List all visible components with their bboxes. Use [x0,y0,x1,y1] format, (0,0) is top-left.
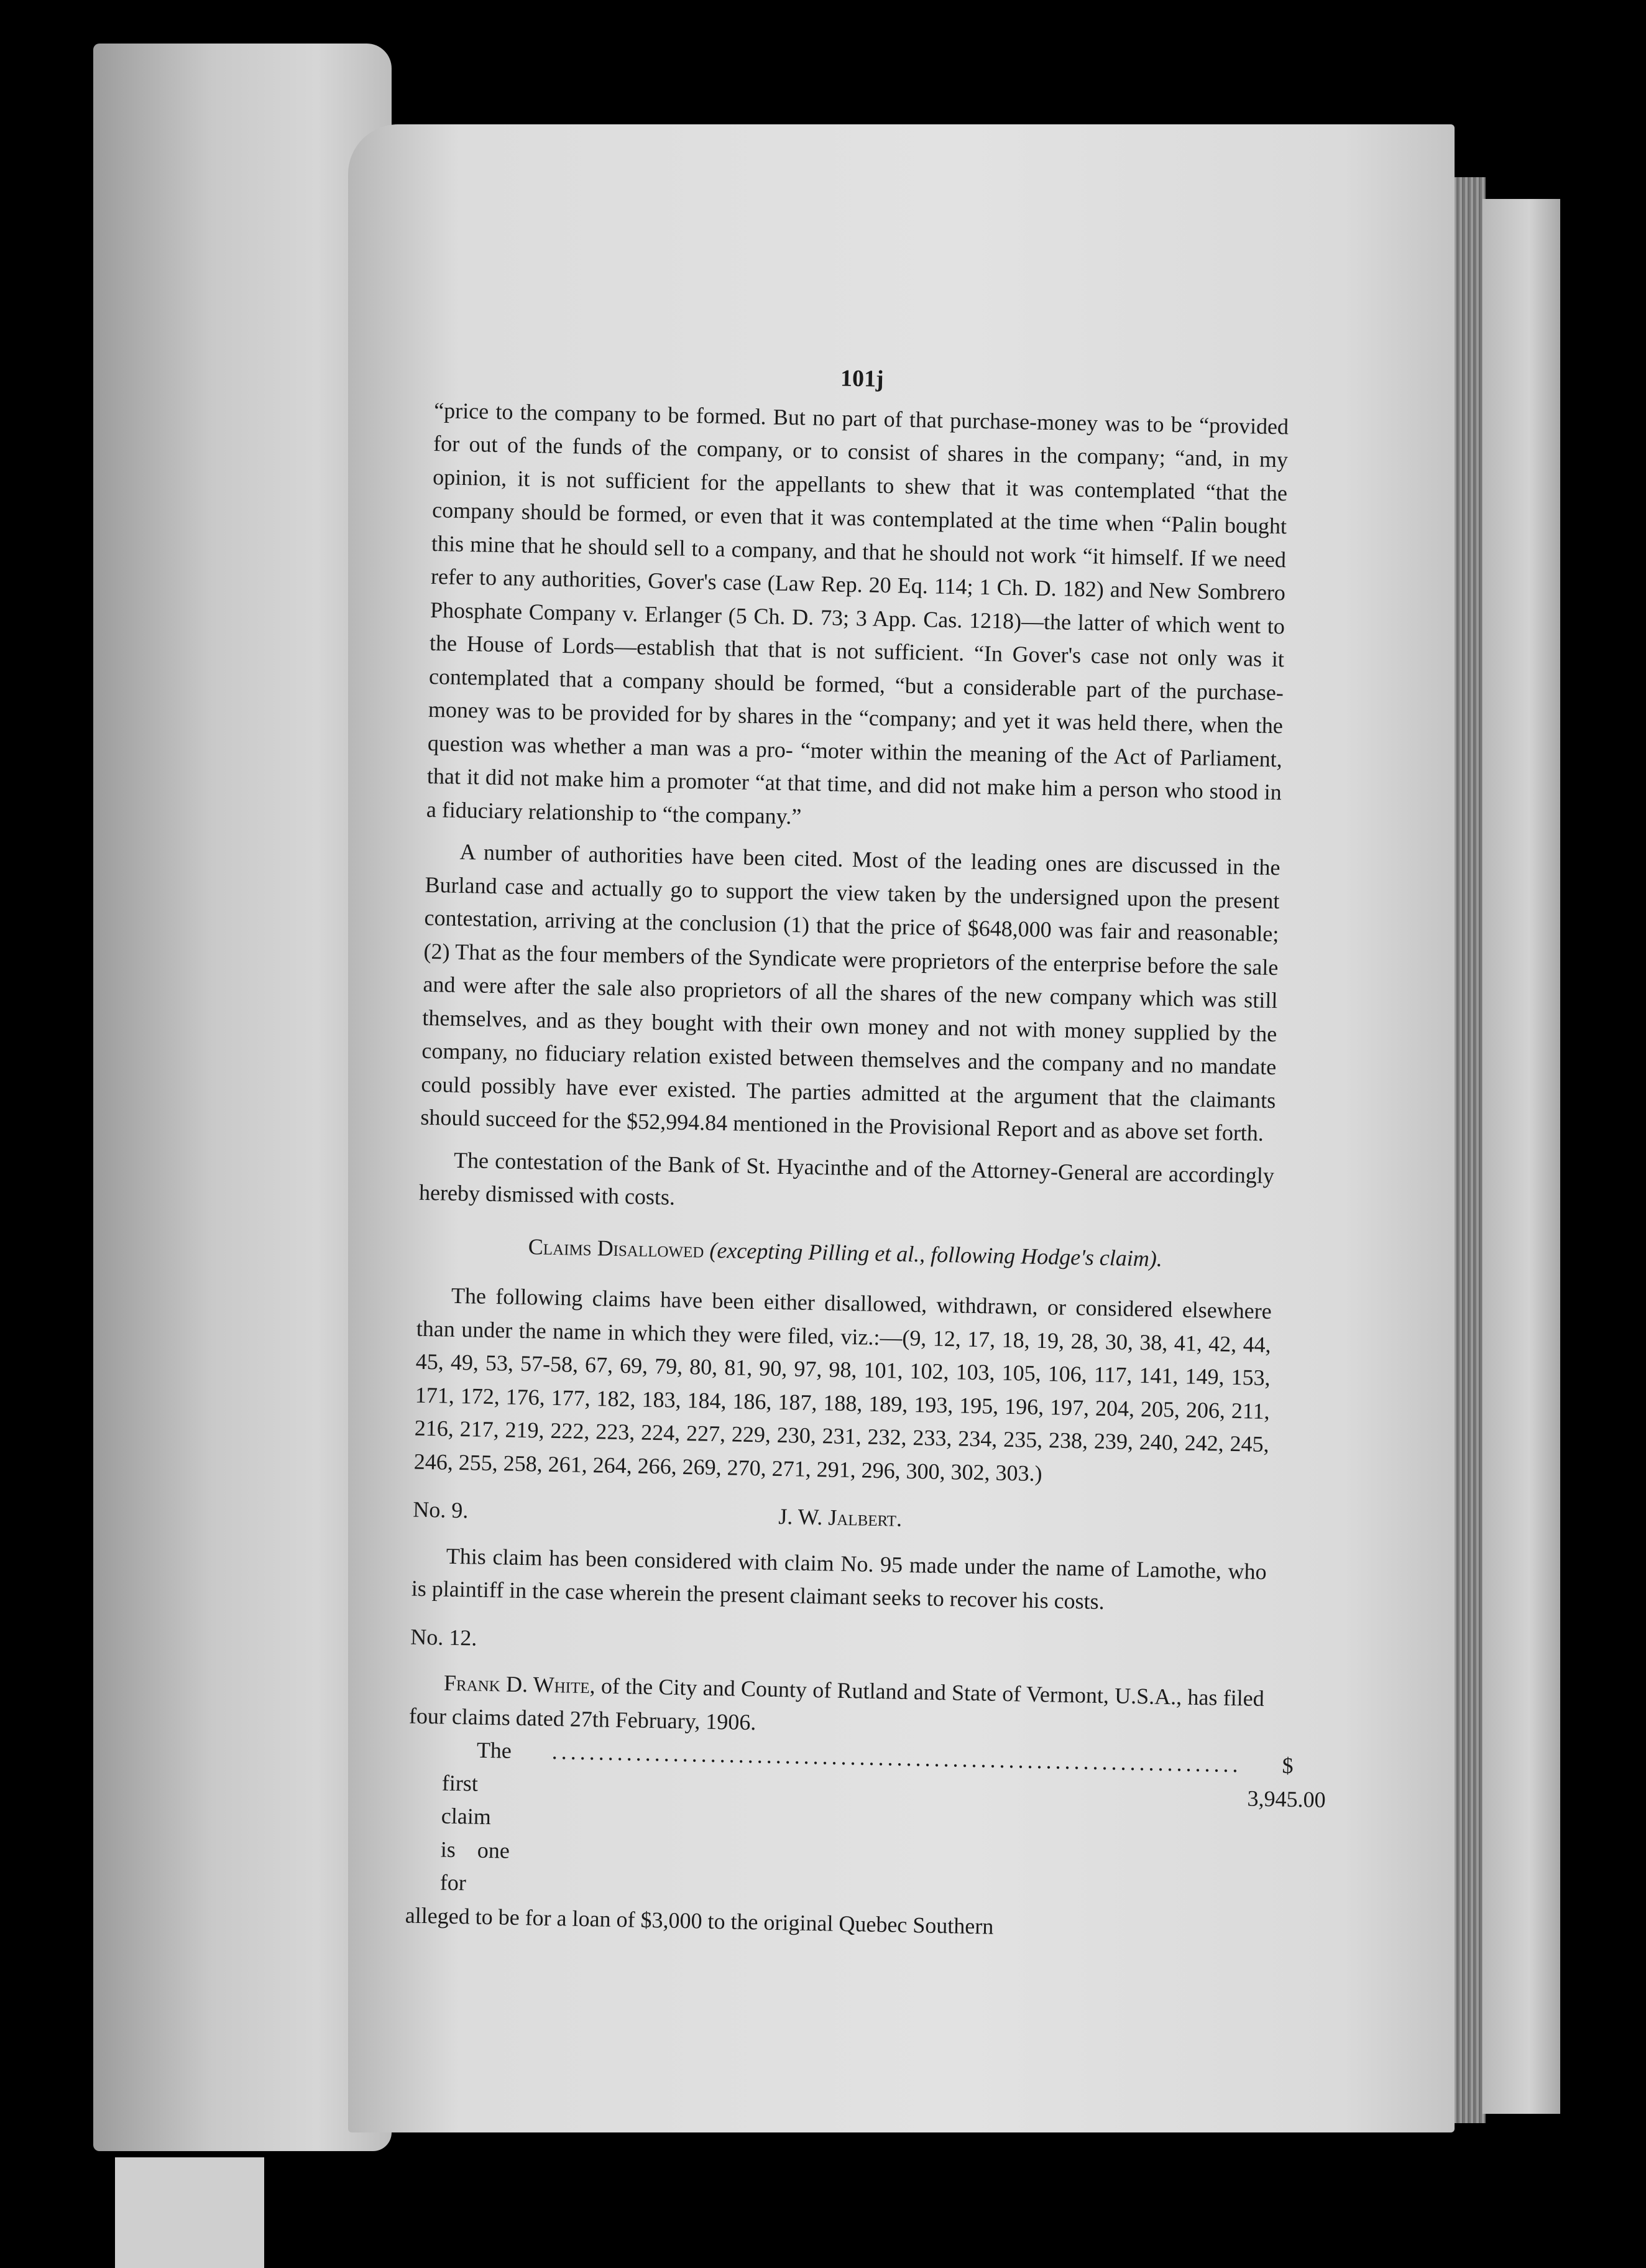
page-text [405,354,1326,1948]
left-page [93,44,392,2151]
claim-12-number: No. 12. [410,1624,477,1651]
first-claim-amount: $ 3,945.00 [1247,1753,1326,1812]
section-heading [418,1228,1273,1278]
left-page-tab [115,2157,264,2268]
dismissed-paragraph: The contestation of the Bank of St. Hyacinthe and of the Attorney-General are accordingly hereby dismissed with costs. [418,1147,1275,1210]
claim-12-description: of the City and County of Rutland and State of Vermont, U.S.A., has filed four claims dated 27th February, 1906. [408,1673,1265,1735]
claim-12-claimant: Frank D. White, [443,1670,596,1699]
leader-dots: .......................................................................... [551,1739,1243,1777]
claim-9-text: This claim has been considered with claim No. 95 made under the name of Lamothe, who is plaintiff in the case wherein the present claimant seeks to recover his costs. [411,1543,1267,1615]
disallowed-claims-paragraph: The following claims have been either disallowed, withdrawn, or considered elsewhere than under the name in which they were filed, viz.:—(9, 12, 17, 18, 19, 28, 30, 38, 41, 42, 44, 45, 49, 53, 57-58, 67, 69, 79, 80, 81, 90, 97, 98, 101, 102, 103, 105, 106, 117, 141, 149, 153, 171, 172, 176, 177, 182, 183, 184, 186, 187, 188, 189, 193, 195, 196, 197, 204, 205, 206, 211, 216, 217, 219, 222, 223, 224, 227, 229, 230, 231, 232, 233, 234, 235, 238, 239, 240, 242, 245, 246, 255, 258, 261, 264, 266, 269, 270, 271, 291, 296, 300, 302, 303.) [413,1283,1272,1486]
back-cover-edge [1483,199,1560,2114]
claim-9-name: J. W. Jalbert. [778,1503,903,1531]
heading-sub: (excepting Pilling et al., following Hodge's claim). [709,1237,1163,1271]
first-claim-label: The first claim is one for [439,1737,512,1896]
page-number: 101j [840,365,885,392]
claim-12-header [410,1620,1266,1670]
heading-main: Claims Disallowed [528,1233,704,1263]
quote-paragraph: “price to the company to be formed. But no part of that purchase-money was to be “provided for out of the funds of the company, or to consist of shares in the company; “and, in my opinion, it is not sufficient for the appellants to shew that it was contemplated “that the company should be formed, or even that it was contemplated at the time when “Palin bought this mine that he should sell to a company, and that he should not work “it himself. If we need refer to any authorities, Gover's case (Law Rep. 20 Eq. 114; 1 Ch. D. 182) and New Sombrero Phosphate Company v. Erlanger (5 Ch. D. 73; 3 App. Cas. 1218)—the latter of which went to the House of Lords—establish that that is not sufficient. “In Gover's case not only was it contemplated that a company should be formed, “but a considerable part of the purchase-money was to be provided for by shares in the “company; and yet it was held there, when the question was whether a man was a pro- “moter within the meaning of the Act of Parliament, that it did not make him a promoter “at that time, and did not make him a person who stood in a fiduciary relationship to “the company.” [426,397,1289,829]
first-claim-line [405,1733,1326,1915]
first-claim-note: alleged to be for a loan of $3,000 to the original Quebec Southern [405,1902,994,1939]
authorities-paragraph: A number of authorities have been cited. Most of the leading ones are discussed in the Burland case and actually go to support the view taken by the undersigned upon the present contestation, arriving at the conclusion (1) that the price of $648,000 was fair and reasonable; (2) That as the four members of the Syndicate were proprietors of the enterprise before the sale and were after the sale also proprietors of all the shares of the new company which was still themselves, and as they bought with their own money and not with money supplied by the company, no fiduciary relation existed between themselves and the company and no mandate could possibly have ever existed. The parties admitted at the argument that the claimants should succeed for the $52,994.84 mentioned in the Provisional Report and as above set forth. [420,839,1280,1146]
claim-9-header [413,1493,1268,1543]
claim-9-number: No. 9. [412,1496,469,1523]
